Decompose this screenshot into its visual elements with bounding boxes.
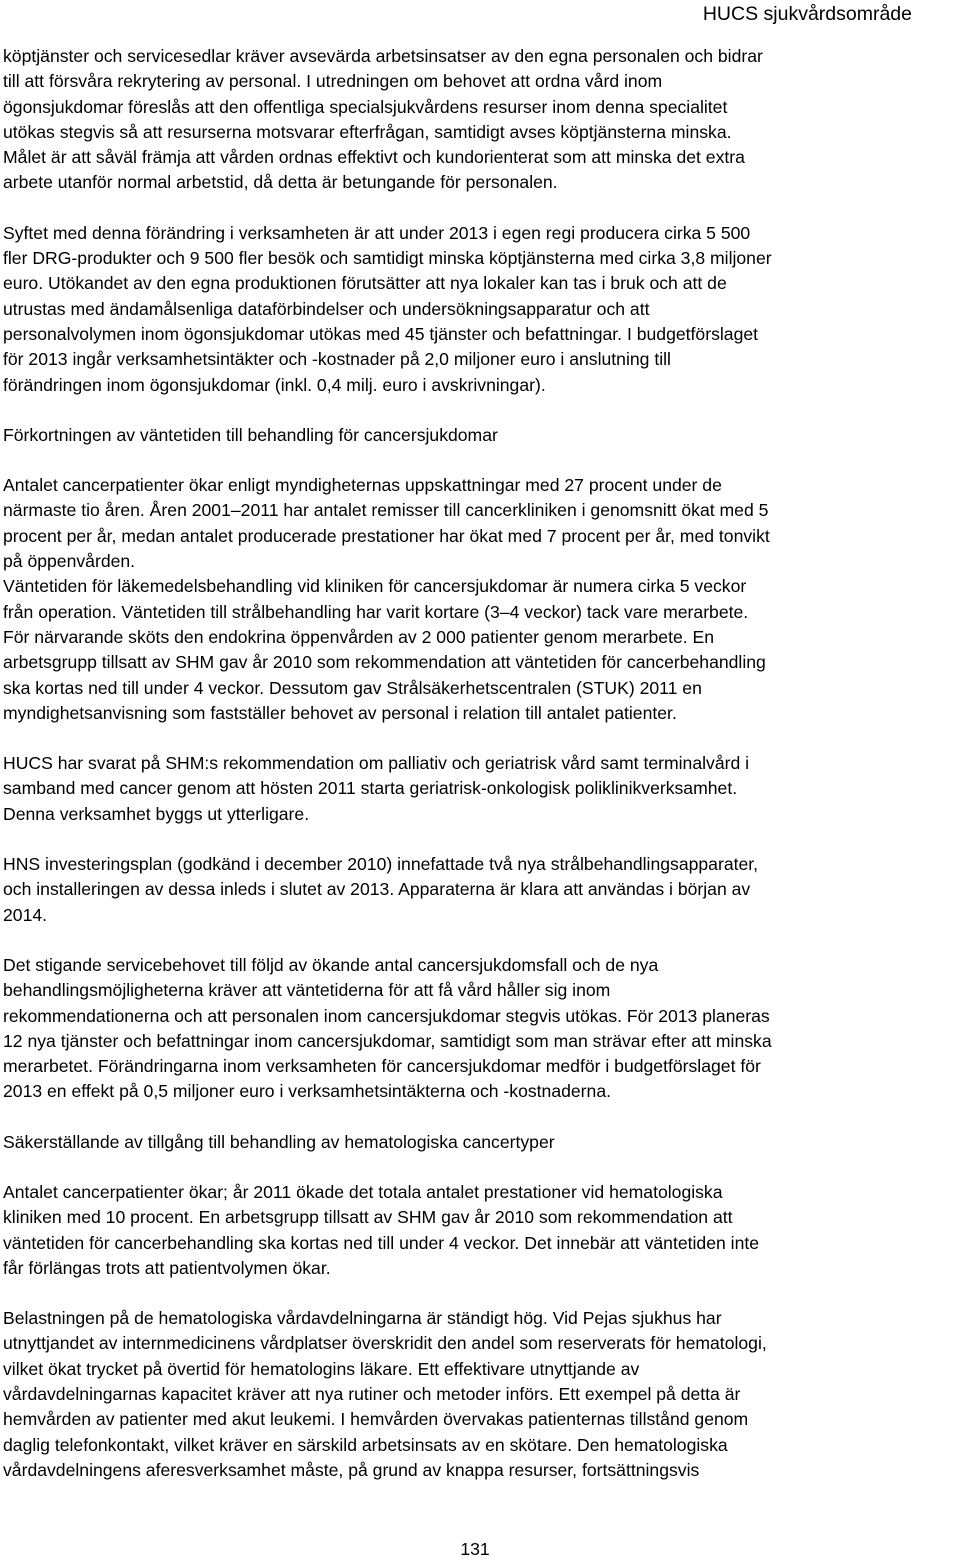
section-heading-hematology: Säkerställande av tillgång till behandling av hematologiska cancertyper	[3, 1131, 555, 1152]
paragraph-investeringsplan: HNS investeringsplan (godkänd i december 2010) innefattade två nya strålbehandlingsapparater, och installeringen av dessa inleds i slutet av 2013. Apparaterna är klara att användas i början av 2014.	[3, 854, 759, 925]
paragraph-syftet: Syftet med denna förändring i verksamheten är att under 2013 i egen regi producera cirka 5 500 fler DRG-produkter och 9 500 fler besök och samtidigt minska köptjänsterna med cirka 3,8 miljoner euro. Utökandet av den egna produktionen förutsätter att nya lokaler kan tas i bruk och att de utrustas med ändamålsenliga dataförbindelser och undersökningsapparatur och att personalvolymen inom ögonsjukdomar utökas med 45 tjänster och befattningar. I budgetförslaget för 2013 ingår verksamhetsintäkter och -kostnader på 2,0 miljoner euro i anslutning till förändringen inom ögonsjukdomar (inkl. 0,4 milj. euro i avskrivningar).	[3, 222, 772, 395]
paragraph-cancerpatienter: Antalet cancerpatienter ökar enligt myndigheternas uppskattningar med 27 procent under de närmaste tio åren. Åren 2001–2011 har antalet remisser till cancerkliniken i genomsnitt ökat med 5 procent per år, medan antalet producerade prestationer har ökat med 7 procent per år, med tonvikt på öppenvården. Väntetiden för läkemedelsbehandling vid kliniken för cancersjukdomar är numera cirka 5 veckor från operation. Väntetiden till strålbehandling har varit kortare (3–4 veckor) tack vare merarbete. För närvarande sköts den endokrina öppenvården av 2 000 patienter genom merarbete. En arbetsgrupp tillsatt av SHM gav år 2010 som rekommendation att väntetiden för cancerbehandling ska kortas ned till under 4 veckor. Dessutom gav Strålsäkerhetscentralen (STUK) 2011 en myndighetsanvisning som fastställer behovet av personal i relation till antalet patienter.	[3, 475, 770, 723]
section-heading-cancer-waiting-time: Förkortningen av väntetiden till behandling för cancersjukdomar	[3, 424, 498, 445]
page-header: HUCS sjukvårdsområde	[702, 3, 912, 25]
paragraph-servicebehov: Det stigande servicebehovet till följd av ökande antal cancersjukdomsfall och de nya behandlingsmöjligheterna kräver att väntetiderna för att få vård håller sig inom rekommendationerna och att personalen inom cancersjukdomar stegvis utökas. För 2013 planeras 12 nya tjänster och befattningar inom cancersjukdomar, samtidigt som man strävar efter att minska merarbetet. Förändringarna inom verksamheten för cancersjukdomar medför i budgetförslaget för 2013 en effekt på 0,5 miljoner euro i verksamhetsintäkterna och -kostnaderna.	[3, 954, 772, 1102]
paragraph-hucs-palliativ: HUCS har svarat på SHM:s rekommendation om palliativ och geriatrisk vård samt terminalvård i samband med cancer genom att hösten 2011 starta geriatrisk-onkologisk poliklinikverksamhet. Denna verksamhet byggs ut ytterligare.	[3, 753, 750, 824]
page-number: 131	[460, 1539, 490, 1559]
paragraph-kopjanster: köptjänster och servicesedlar kräver avsevärda arbetsinsatser av den egna personalen och bidrar till att försvåra rekrytering av personal. I utredningen om behovet att ordna vård inom ögonsjukdomar föreslås att den offentliga specialsjukvårdens resurser inom denna specialitet utökas stegvis så att resurserna motsvarar efterfrågan, samtidigt avses köptjänsterna minska. Målet är att såväl främja att vården ordnas effektivt och kundorienterat som att minska det extra arbete utanför normal arbetstid, då detta är betungande för personalen.	[3, 46, 763, 193]
document-body	[3, 44, 959, 1483]
paragraph-hematologiska-kliniken: Antalet cancerpatienter ökar; år 2011 ökade det totala antalet prestationer vid hematologiska kliniken med 10 procent. En arbetsgrupp tillsatt av SHM gav år 2010 som rekommendation att väntetiden för cancerbehandling ska kortas ned till under 4 veckor. Det innebär att väntetiden inte får förlängas trots att patientvolymen ökar.	[3, 1181, 760, 1278]
paragraph-belastningen: Belastningen på de hematologiska vårdavdelningarna är ständigt hög. Vid Pejas sjukhus har utnyttjandet av internmedicinens vårdplatser överskridit den andel som reserverats för hematologi, vilket ökat trycket på övertid för hematologins läkare. Ett effektivare utnyttjande av vårdavdelningarnas kapacitet kräver att nya rutiner och metoder införs. Ett exempel på detta är hemvården av patienter med akut leukemi. I hemvården övervakas patienternas tillstånd genom daglig telefonkontakt, vilket kräver en särskild arbetsinsats av en skötare. Den hematologiska vårdavdelningens aferesverksamhet måste, på grund av knappa resurser, fortsättningsvis	[3, 1308, 767, 1480]
